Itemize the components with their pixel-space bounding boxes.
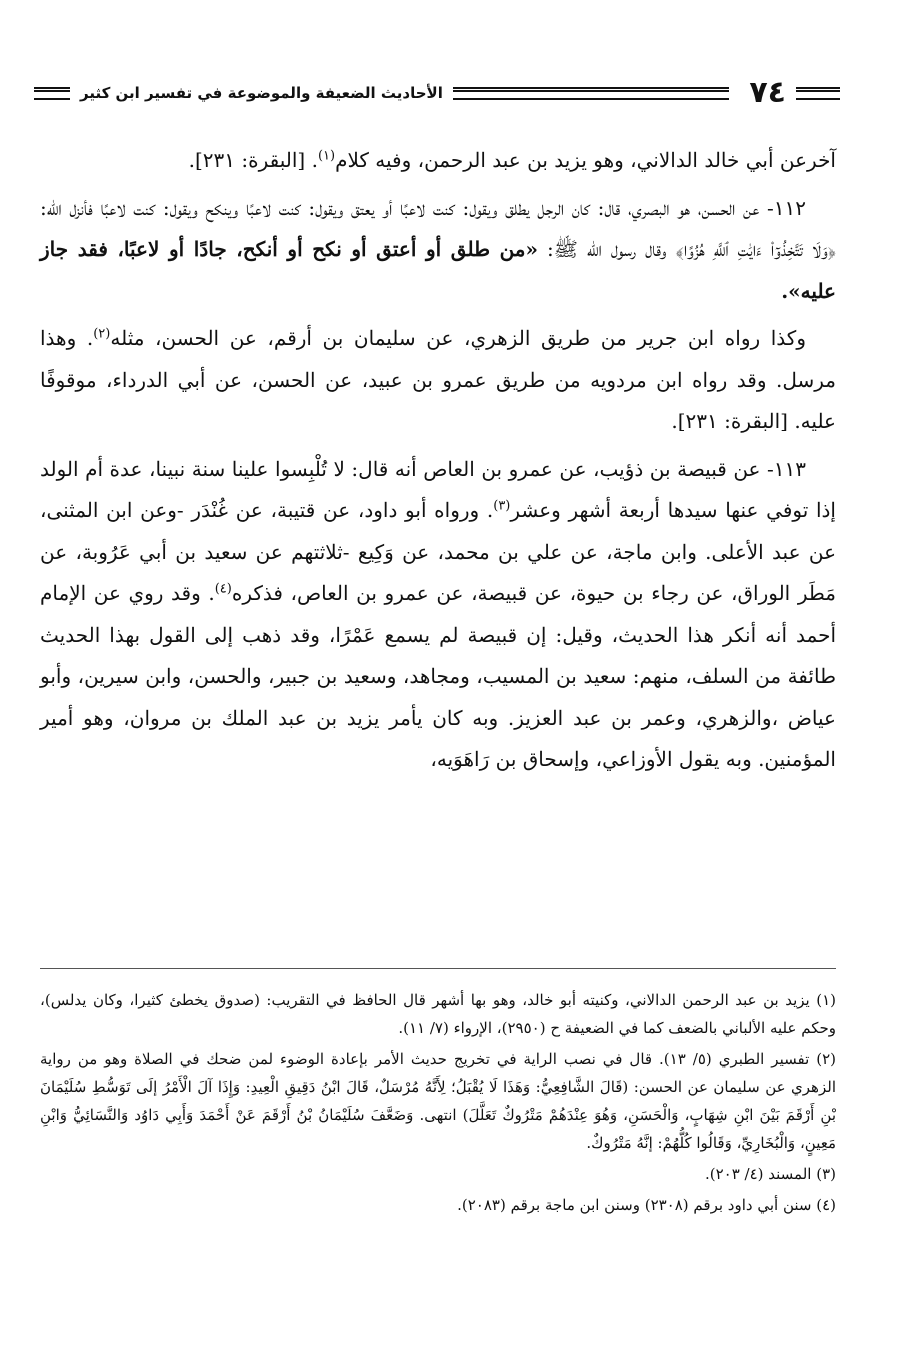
paragraph-3 — [40, 318, 836, 443]
paragraph-3-text: وكذا رواه ابن جرير من طريق الزهري، عن سليمان بن أرقم، عن الحسن، مثله — [110, 326, 806, 350]
footnote-1: (١) يزيد بن عبد الرحمن الدالاني، وكنيته أبو خالد، وهو بها أشهر قال الحافظ في التقريب: (صدوق يخطئ كثيرا، وكان يدلس)، وحكم عليه الألباني بالضعف كما في الضعيفة ح (٢٩٥٠)، الإرواء (٧/ ١١). — [40, 991, 836, 1037]
paragraph-1 — [40, 140, 836, 182]
hadith-113-text-b: . ورواه أبو داود، عن قتيبة، عن غُنْدَر -وعن ابن المثنى، عن عبد الأعلى. وابن ماجة، عن علي بن محمد، عن وَكِيع -ثلاثتهم عن سعيد بن أبي عَرُوبة، عن مَطَر الوراق، عن رجاء بن حيوة، عن قبيصة، عن عمرو بن العاص، فذكره — [40, 498, 836, 605]
footnotes — [40, 986, 836, 1222]
footnote-4: (٤) سنن أبي داود برقم (٢٣٠٨) وسنن ابن ماجة برقم (٢٠٨٣). — [457, 1196, 836, 1214]
header-rule-left — [34, 87, 70, 100]
header-rule-middle — [453, 87, 730, 100]
page-header — [34, 75, 840, 110]
hadith-113-text-c: . وقد روي عن الإمام أحمد أنه أنكر هذا الحديث، وقيل: إن قبيصة لم يسمع عَمْرًا، وقد ذهب إلى القول بهذا الحديث طائفة من السلف، منهم: سعيد بن المسيب، ومجاهد، وسعيد بن جبير، والحسن، وابن سيرين، وأبو عياض ،والزهري، وعمر بن عبد العزيز. وبه كان يأمر يزيد بن عبد الملك بن مروان، وهو أمير المؤمنين. وبه يقول الأوزاعي، وإسحاق بن رَاهَوَيه، — [40, 581, 836, 771]
paragraph-1-end: . [البقرة: ٢٣١]. — [188, 148, 318, 172]
footnote-2: (٢) تفسير الطبري (٥/ ١٣). قال في نصب الراية في تخريج حديث الأمر بإعادة الوضوء لمن ضحك في الصلاة وهو من رواية الزهري عن سليمان عن الحسن: (قَالَ الشَّافِعِيُّ: وَهَذَا لَا يُقْبَلُ؛ لِأَنَّهُ مُرْسَلٌ، قَالَ ابْنُ دَقِيقِ الْعِيدِ: وَإِذَا آلَ الْأَمْرُ إلَى تَوَسُّطِ سُلَيْمَانَ بْنِ أَرْقَمَ بَيْنَ ابْنِ شِهَابٍ، وَالْحَسَنِ، وَهُوَ عِنْدَهُمْ مَتْرُوكٌ تَعَلَّلَ) انتهى. وَضَعَّفَ سُلَيْمَانُ بْنُ أَرْقَمَ عَنْ أَحْمَدَ وَأَبِي دَاوُد وَالنَّسَائِيُّ وَابْنِ مَعِينٍ، وَالْبُخَارِيِّ، وَقَالُوا كُلُّهُمْ: إنَّهُ مَتْرُوكٌ. — [40, 1050, 837, 1152]
paragraph-3-end: . وهذا مرسل. وقد رواه ابن مردويه من طريق عمرو بن عبيد، عن الحسن، عن أبي الدرداء، موقوفًا عليه. [البقرة: ٢٣١]. — [40, 326, 837, 433]
footnote-ref-3[interactable]: (٣) — [493, 498, 511, 514]
hadith-112-quote: «من طلق أو أعتق أو نكح أو أنكح، جادًا أو لاعبًا، فقد جاز عليه». — [40, 237, 836, 303]
header-rule-right — [796, 87, 840, 100]
hadith-112-text: ١١٢- عن الحسن، هو البصري، قال: كان الرجل يطلق ويقول: كنت لاعبًا أو يعتق ويقول: كنت لاعبًا وينكح ويقول: كنت لاعبًا فأنزل الله: ﴿وَلَا تَتَّخِذُوٓا۟ ءَايَٰتِ ٱللَّهِ هُزُوًا﴾ وقال رسول الله ﷺ: — [40, 195, 837, 261]
running-title: الأحاديث الضعيفة والموضوعة في تفسير ابن كثير — [80, 84, 443, 102]
footnote-ref-4[interactable]: (٤) — [214, 581, 232, 597]
hadith-113 — [40, 449, 836, 781]
footnote-separator — [40, 968, 836, 969]
hadith-112 — [40, 188, 836, 313]
hadith-113-text-a: ١١٣- عن قبيصة بن ذؤيب، عن عمرو بن العاص أنه قال: لا تُلْبِسوا علينا سنة نبينا، عدة أم الولد إذا توفي عنها سيدها أربعة أشهر وعشر — [40, 456, 836, 522]
footnote-3: (٣) المسند (٤/ ٢٠٣). — [704, 1165, 836, 1183]
paragraph-1-text: آخرعن أبي خالد الدالاني، وهو يزيد بن عبد الرحمن، وفيه كلام — [335, 148, 836, 172]
footnote-ref-2[interactable]: (٢) — [93, 326, 111, 342]
footnote-ref-1[interactable]: (١) — [317, 148, 336, 164]
main-text — [40, 140, 836, 787]
page-number: ٧٤ — [749, 75, 786, 110]
